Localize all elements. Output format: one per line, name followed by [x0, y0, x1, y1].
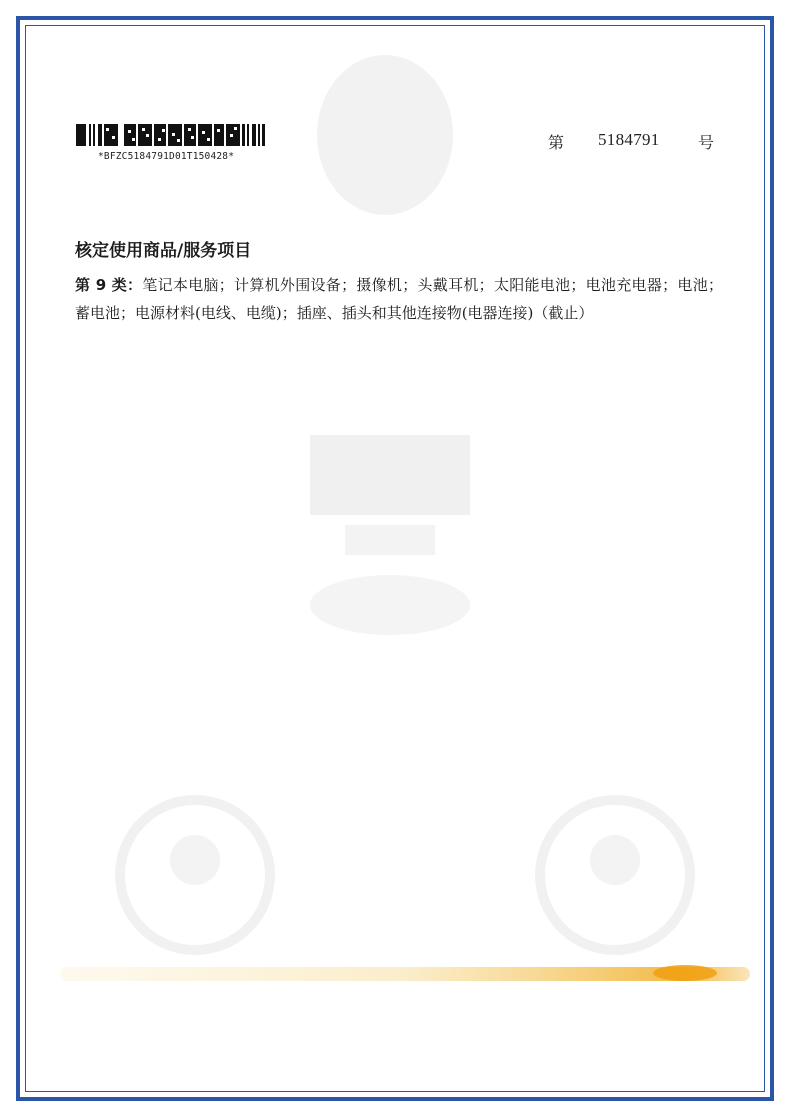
registration-number-line — [548, 130, 728, 152]
barcode-graphic — [76, 124, 272, 146]
registration-prefix: 第 — [548, 133, 565, 152]
barcode-text: *BFZC5184791D01T150428* — [98, 151, 235, 162]
registration-number: 5184791 — [598, 130, 660, 149]
registration-suffix: 号 — [698, 133, 715, 152]
inner-border — [25, 25, 765, 1092]
barcode-block — [76, 124, 276, 166]
class-label: 第 9 类： — [75, 276, 143, 294]
goods-services-list — [75, 271, 723, 327]
section-title: 核定使用商品/服务项目 — [75, 241, 252, 261]
goods-items-text: 笔记本电脑；计算机外围设备；摄像机；头戴耳机；太阳能电池；电池充电器；电池；蓄电池；电源材料(电线、电缆)；插座、插头和其他连接物(电器连接)（截止） — [75, 276, 723, 322]
